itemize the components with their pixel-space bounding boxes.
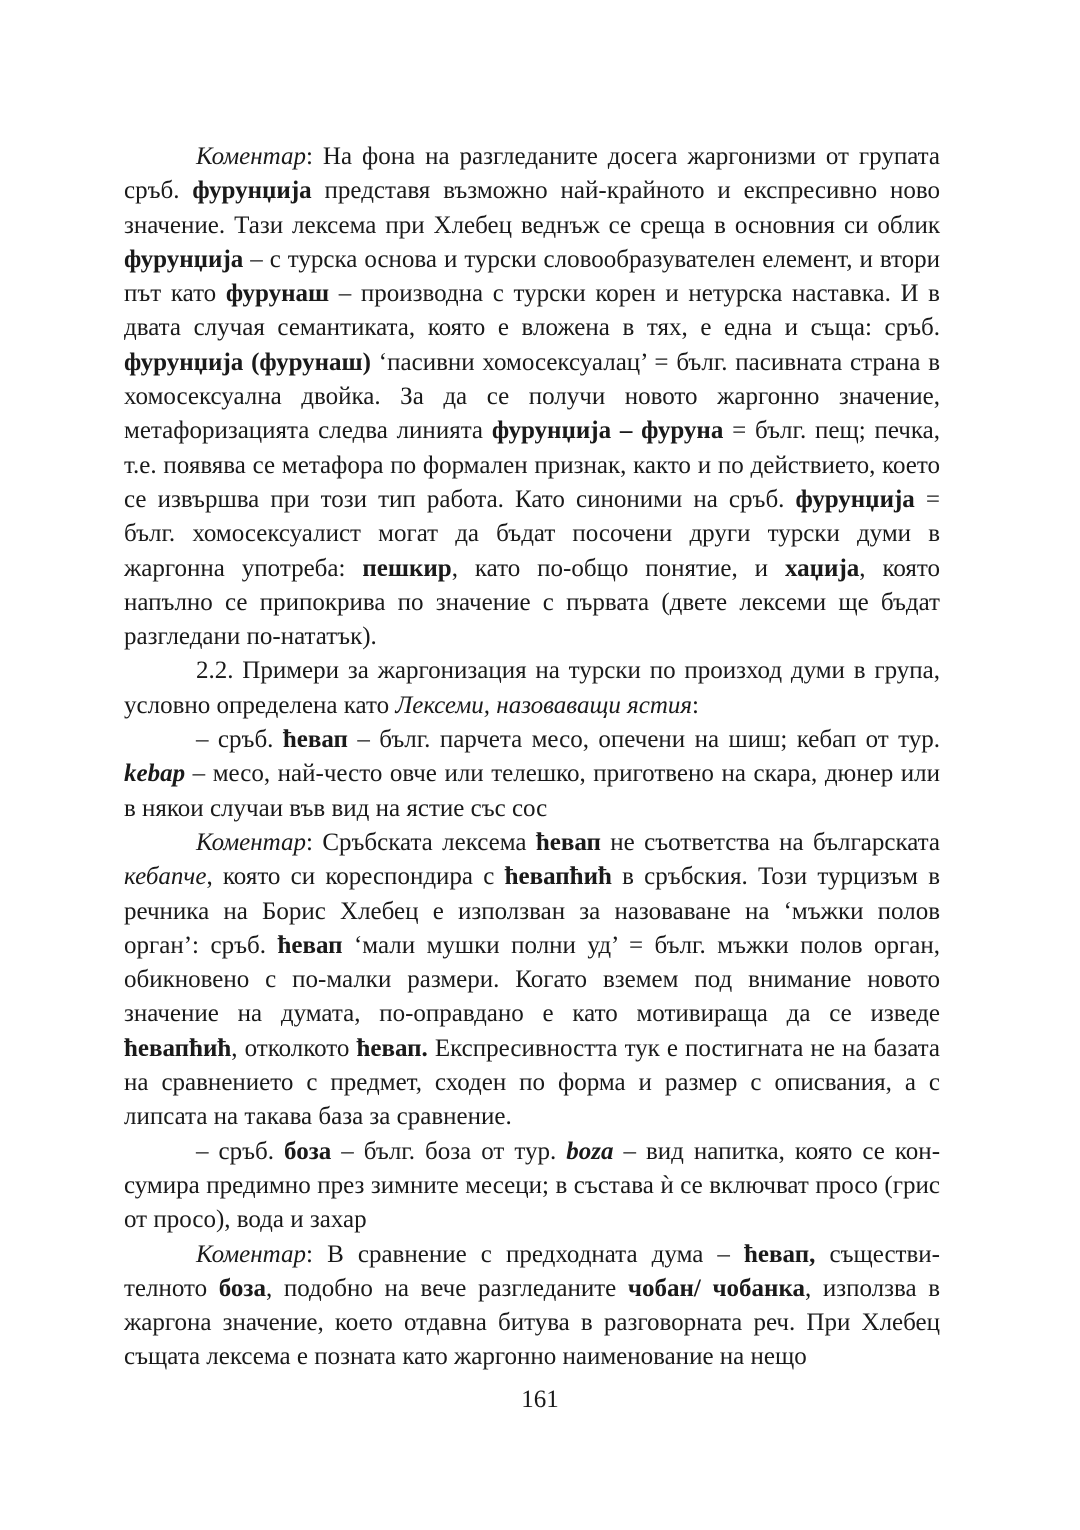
text-run: – сръб. [196, 726, 283, 754]
paragraph [124, 140, 940, 654]
italic-text: Коментар [196, 1240, 307, 1268]
text-run: = бълг. хомосексуалист могат да бъдат посочени други турски думи в жаргонна употреба: [124, 485, 940, 582]
italic-text: кебапче [124, 863, 207, 891]
text-run: – бълг. боза от тур. [331, 1137, 567, 1165]
bold-term: ћевапћић [124, 1034, 232, 1062]
bold-term: фурунџија [795, 485, 915, 513]
bold-term: боза [284, 1137, 332, 1165]
text-run: Експресивността тук е постигната не на базата на сравнението с предмет, сходен по форма и размер с описвания, а с липсата на такава база за сравнение. [124, 1034, 941, 1131]
text-run: , подобно на вече разгледаните [265, 1274, 628, 1302]
text-run: – месо, най-често овче или телешко, приготвено на скара, дюнер или в някои случаи във вид на ястие със сос [124, 760, 940, 822]
bold-term: ћевап, [744, 1240, 816, 1268]
bold-term: хаџија [784, 554, 860, 582]
paragraph [124, 1238, 940, 1375]
bold-term: ћевап [535, 828, 601, 856]
text-run: представя възможно най-крайното и експресивно ново значение. Тази лексема при Хлебец веднъж се среща в основния си облик [124, 177, 940, 239]
bold-term: ћевапћић [504, 863, 612, 891]
text-run: ‘пасивни хомосексуалац’ = бълг. пасивната страна в хомосексуална двойка. За да се получи новото жаргонно значение, метафоризацията следва линията [124, 348, 940, 445]
bold-term: фурунџија [192, 177, 312, 205]
bold-term: боза [218, 1274, 266, 1302]
bold-term: ћевап [277, 931, 343, 959]
text-run: : [692, 691, 699, 719]
page-body [124, 140, 940, 1375]
text-run: – производна с турски корен и нетурска наставка. И в двата случая семантиката, която е вложена в тях, е една и съща: сръб. [124, 280, 940, 342]
bold-italic-term: kebap [124, 760, 186, 788]
text-run: : В сравнение с предходната дума – [306, 1240, 745, 1268]
bold-term: фурунаш [225, 280, 330, 308]
text-run: ‘мали мушки полни уд’ = бълг. мъжки полов орган, обикновено с по-малки размери. Когато вземем под внимание новото значение на думата, по-оправдано е като мотивираща да се изведе [124, 931, 940, 1028]
italic-text: Лексеми, назоваващи ястия [395, 691, 692, 719]
text-run: = бълг. пещ; печка, т.е. появява се метафора по формален признак, както и по действието, което се извършва при този тип работа. Като синоними на сръб. [124, 417, 940, 513]
bold-term: фурунџија (фурунаш) [124, 348, 371, 376]
italic-text: Коментар [196, 143, 307, 170]
text-run: : Сръбската лексема [306, 828, 536, 856]
paragraph [124, 723, 940, 826]
text-run: , като по-общо понятие, и [451, 554, 785, 582]
text-run: , използва в жаргона значение, което отдавна битува в разговорната реч. При Хлебец същата лексема е позната като жаргонно наименование на нещо [124, 1274, 941, 1371]
text-run: съществителното [124, 1240, 940, 1302]
bold-term: фурунџија [124, 245, 244, 273]
bold-term: пешкир [362, 554, 452, 582]
bold-italic-term: boza [566, 1137, 614, 1165]
text-run: : На фона на разгледаните досега жаргонизми от групата сръб. [124, 143, 940, 205]
text-run: , която си кореспондира с [206, 863, 505, 891]
bold-term: фурунџија – фуруна [491, 417, 724, 445]
text-run: – сръб. [196, 1137, 285, 1165]
paragraph [124, 1135, 940, 1238]
paragraph [124, 826, 940, 1135]
text-run: , отколкото [231, 1034, 357, 1062]
bold-term: ћевап. [356, 1034, 428, 1062]
bold-term: чобан/ чобанка [627, 1274, 805, 1302]
text-run: – вид напитка, която се консумира предимно през зимните месеци; в състава ѝ се включват просо (грис от просо), вода и захар [124, 1137, 941, 1234]
text-run: , която напълно се припокрива по значение с първата (двете лексеми ще бъдат разгледани по-нататък). [124, 554, 940, 651]
page-number: 161 [521, 1386, 559, 1413]
text-run: – бълг. парчета месо, опечени на шиш; кебап от тур. [347, 726, 940, 754]
text-run: в сръбския. Този турцизъм в речника на Борис Хлебец е използван за назоваване на ‘мъжки полов орган’: сръб. [124, 863, 940, 959]
text-run: – с турска основа и турски словообразувателен елемент, и втори път като [124, 245, 940, 308]
bold-term: ћевап [282, 726, 348, 754]
paragraph [124, 654, 940, 723]
italic-text: Коментар [196, 828, 307, 856]
text-run: не съответства на българската [600, 828, 940, 856]
text-run: 2.2. Примери за жаргонизация на турски по произход думи в група, условно определена като [124, 657, 940, 719]
